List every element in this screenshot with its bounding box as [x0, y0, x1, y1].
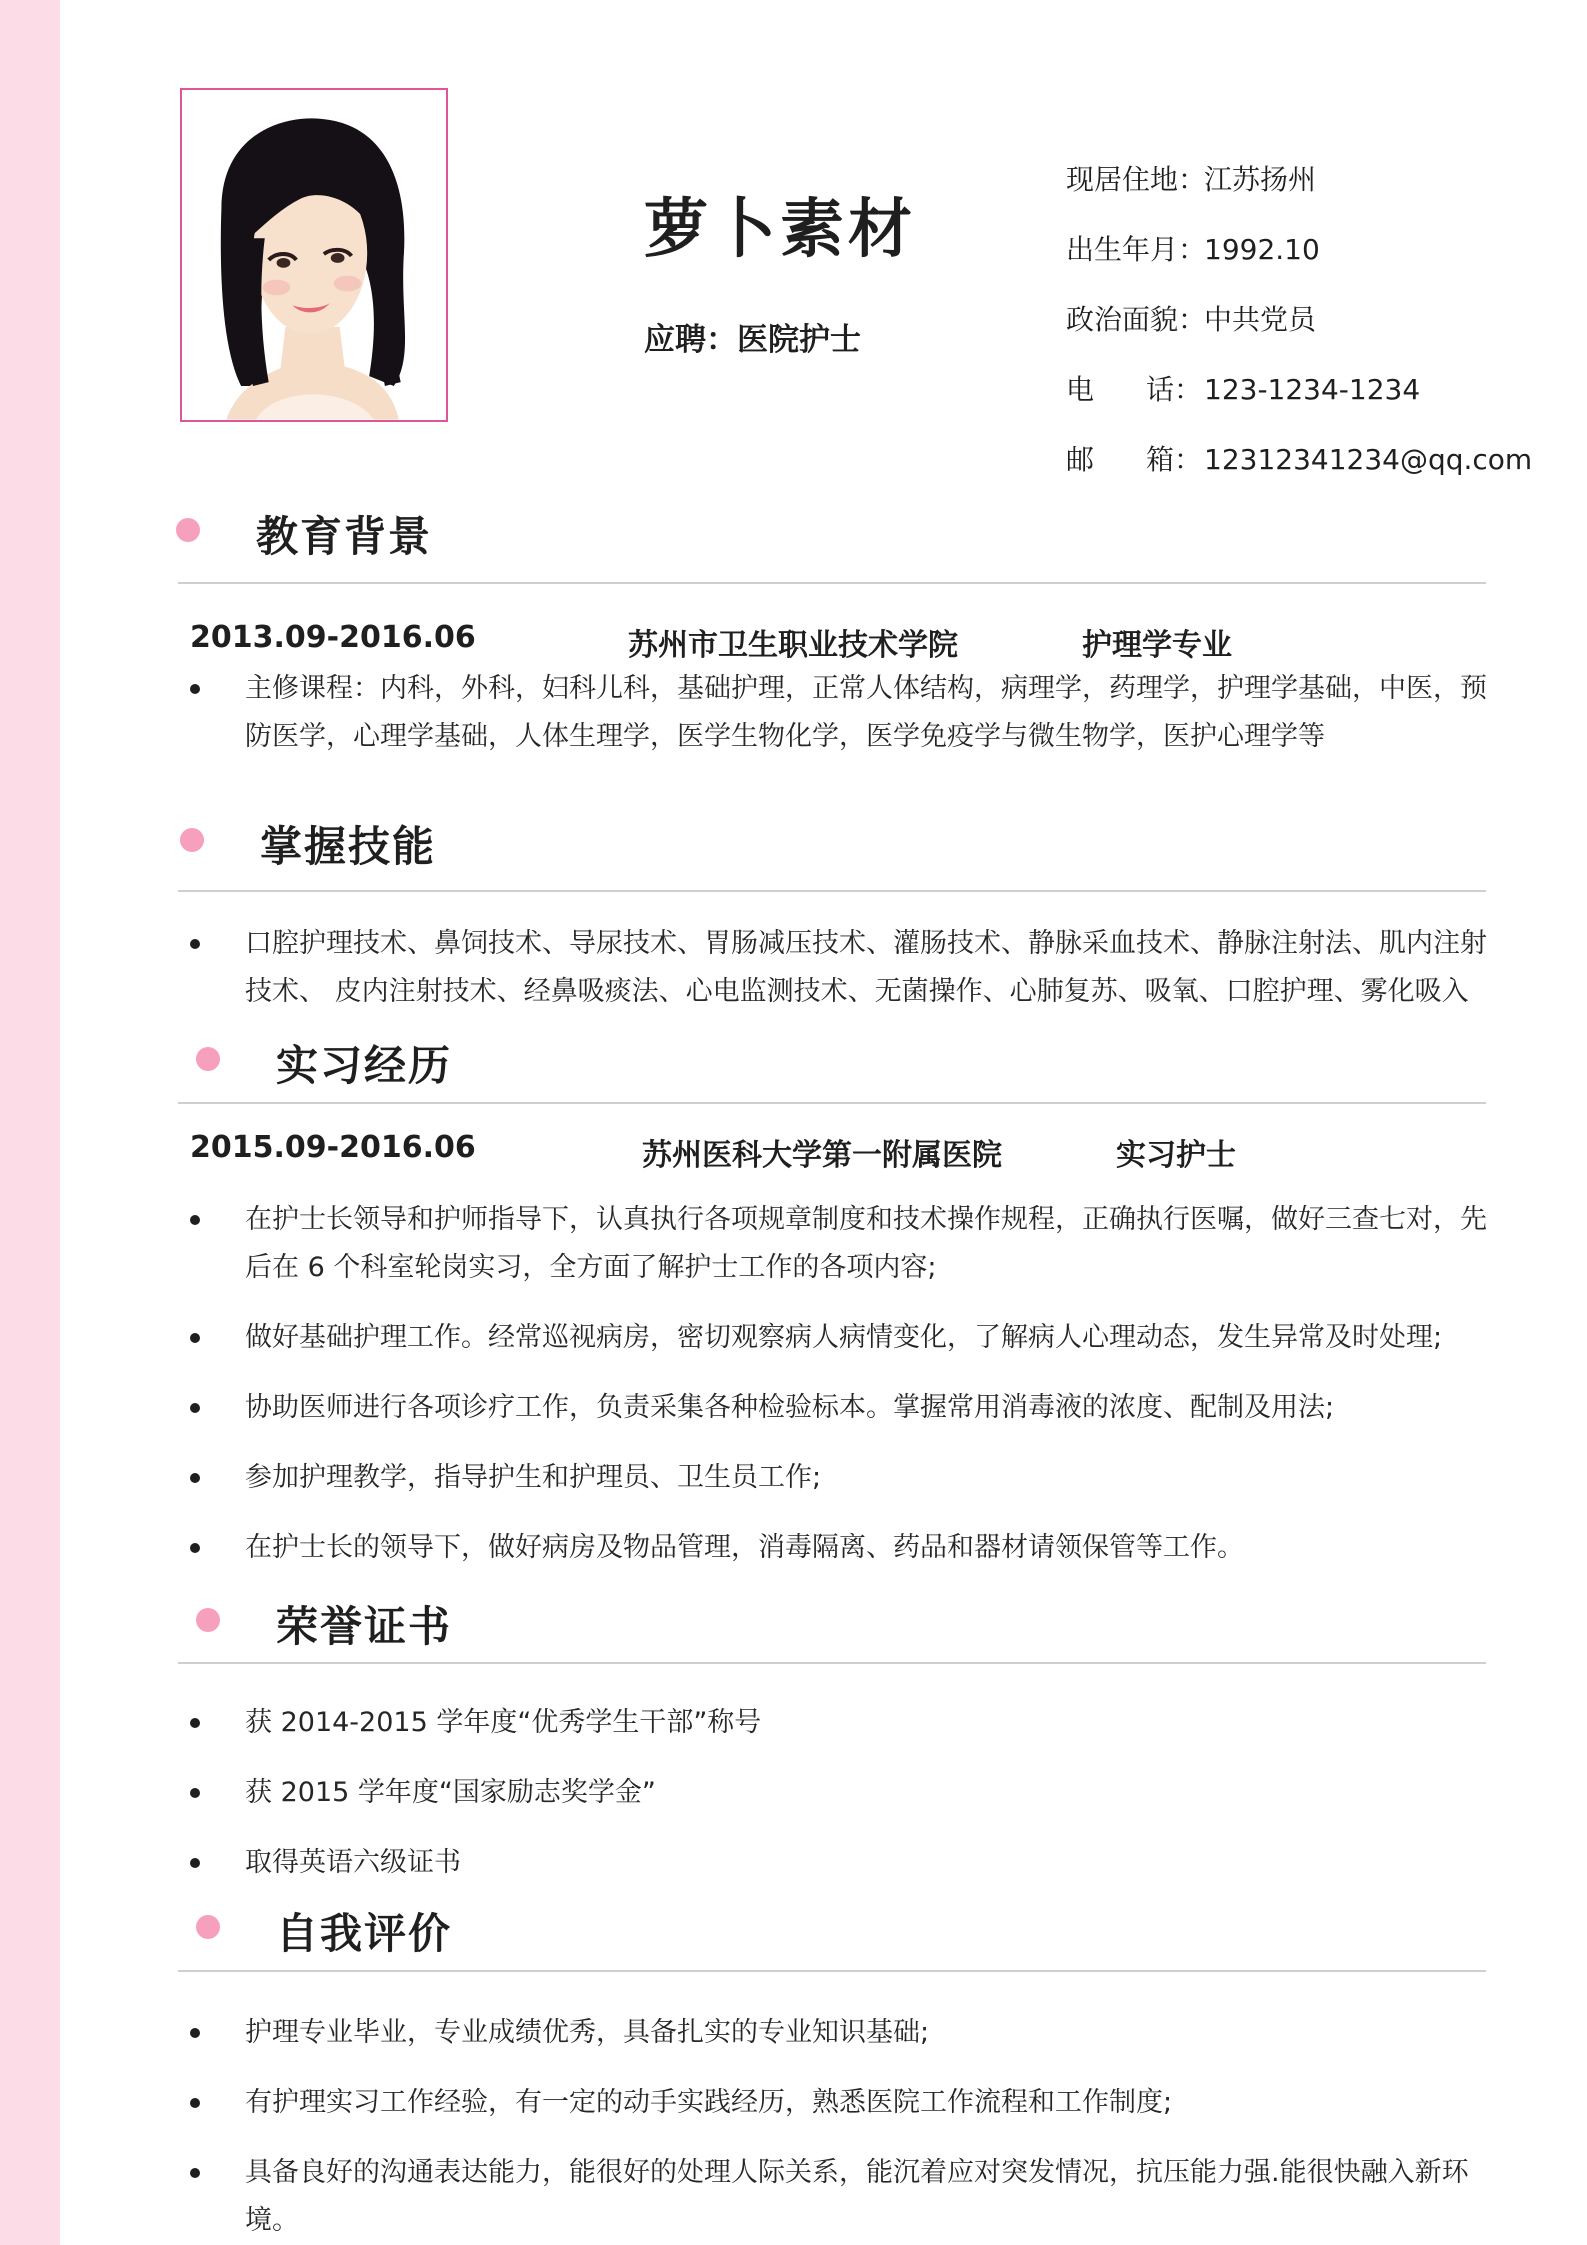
info-political: [1066, 298, 1316, 338]
bullet-dot-icon: [190, 939, 200, 949]
apply-position: 应聘：医院护士: [644, 322, 861, 358]
list-item: 获 2015 学年度“国家励志奖学金”: [245, 1777, 656, 1808]
section-dot-icon: [180, 828, 204, 852]
list-item: 口腔护理技术、鼻饲技术、导尿技术、胃肠减压技术、灌肠技术、静脉采血技术、静脉注射法、肌内注射技术、 皮内注射技术、经鼻吸痰法、心电监测技术、无菌操作、心肺复苏、吸氧、口腔护理、雾化吸入: [245, 928, 1487, 1007]
section-dot-icon: [176, 518, 200, 542]
info-value: 12312341234@qq.com: [1204, 443, 1533, 476]
list-item: 护理专业毕业，专业成绩优秀，具备扎实的专业知识基础;: [245, 2017, 930, 2048]
section-divider: [178, 1970, 1486, 1972]
list-item: 参加护理教学，指导护生和护理员、卫生员工作;: [245, 1462, 822, 1493]
info-birth: [1066, 228, 1320, 268]
list-item: 协助医师进行各项诊疗工作，负责采集各种检验标本。掌握常用消毒液的浓度、配制及用法;: [245, 1392, 1335, 1423]
bullet-dot-icon: [190, 1718, 200, 1728]
list-item: 具备良好的沟通表达能力，能很好的处理人际关系，能沉着应对突发情况，抗压能力强.能很快融入新环境。: [245, 2157, 1469, 2236]
info-label: 出生年月：: [1066, 233, 1207, 266]
bullet-dot-icon: [190, 2098, 200, 2108]
section-title-internship: 实习经历: [276, 1041, 453, 1090]
list-item: 做好基础护理工作。经常巡视病房，密切观察病人病情变化，了解病人心理动态，发生异常及时处理;: [245, 1322, 1443, 1353]
section-title-education: 教育背景: [256, 512, 433, 561]
avatar: [180, 88, 448, 422]
education-major: 护理学专业: [1082, 628, 1232, 663]
bullet-dot-icon: [190, 1333, 200, 1343]
info-label: 现居住地：: [1066, 163, 1207, 196]
bullet-dot-icon: [190, 1543, 200, 1553]
section-title-self-evaluation: 自我评价: [276, 1909, 453, 1958]
info-phone: [1066, 368, 1420, 408]
info-label: 邮 箱：: [1066, 443, 1203, 476]
info-email: [1066, 438, 1532, 478]
info-label: 电 话：: [1066, 373, 1203, 406]
bullet-dot-icon: [190, 1403, 200, 1413]
list-item: 获 2014-2015 学年度“优秀学生干部”称号: [245, 1707, 762, 1738]
info-residence: [1066, 158, 1316, 198]
section-title-skills: 掌握技能: [260, 822, 437, 871]
section-divider: [178, 1102, 1486, 1104]
bullet-dot-icon: [190, 1473, 200, 1483]
bullet-dot-icon: [190, 1858, 200, 1868]
side-band: [0, 0, 60, 2245]
bullet-dot-icon: [190, 1788, 200, 1798]
section-dot-icon: [196, 1047, 220, 1071]
section-divider: [178, 890, 1486, 892]
bullet-dot-icon: [190, 2028, 200, 2038]
info-value: 1992.10: [1204, 233, 1320, 266]
list-item: 在护士长领导和护师指导下，认真执行各项规章制度和技术操作规程，正确执行医嘱，做好三查七对，先后在 6 个科室轮岗实习，全方面了解护士工作的各项内容;: [245, 1204, 1487, 1283]
info-value: 江苏扬州: [1204, 163, 1317, 196]
avatar-portrait-icon: [182, 90, 446, 420]
list-item: 在护士长的领导下，做好病房及物品管理，消毒隔离、药品和器材请领保管等工作。: [245, 1532, 1244, 1563]
info-value: 123-1234-1234: [1204, 373, 1421, 406]
section-title-honors: 荣誉证书: [276, 1602, 453, 1651]
bullet-dot-icon: [190, 684, 200, 694]
list-item: 有护理实习工作经验，有一定的动手实践经历，熟悉医院工作流程和工作制度;: [245, 2087, 1173, 2118]
info-value: 中共党员: [1204, 303, 1317, 336]
section-divider: [178, 582, 1486, 584]
section-dot-icon: [196, 1608, 220, 1632]
section-dot-icon: [196, 1915, 220, 1939]
bullet-dot-icon: [190, 1215, 200, 1225]
list-item: 主修课程：内科，外科，妇科儿科，基础护理，正常人体结构，病理学，药理学，护理学基础，中医，预防医学，心理学基础，人体生理学，医学生物化学，医学免疫学与微生物学，医护心理学等: [245, 673, 1487, 752]
list-item: 取得英语六级证书: [245, 1847, 461, 1878]
info-label: 政治面貌：: [1066, 303, 1207, 336]
education-school: 苏州市卫生职业技术学院: [628, 628, 958, 663]
internship-org: 苏州医科大学第一附属医院: [642, 1138, 1002, 1173]
education-date: 2013.09-2016.06: [190, 620, 476, 655]
internship-role: 实习护士: [1116, 1138, 1236, 1173]
bullet-dot-icon: [190, 2168, 200, 2178]
candidate-name: 萝卜素材: [644, 193, 916, 267]
internship-date: 2015.09-2016.06: [190, 1130, 476, 1165]
section-divider: [178, 1662, 1486, 1664]
